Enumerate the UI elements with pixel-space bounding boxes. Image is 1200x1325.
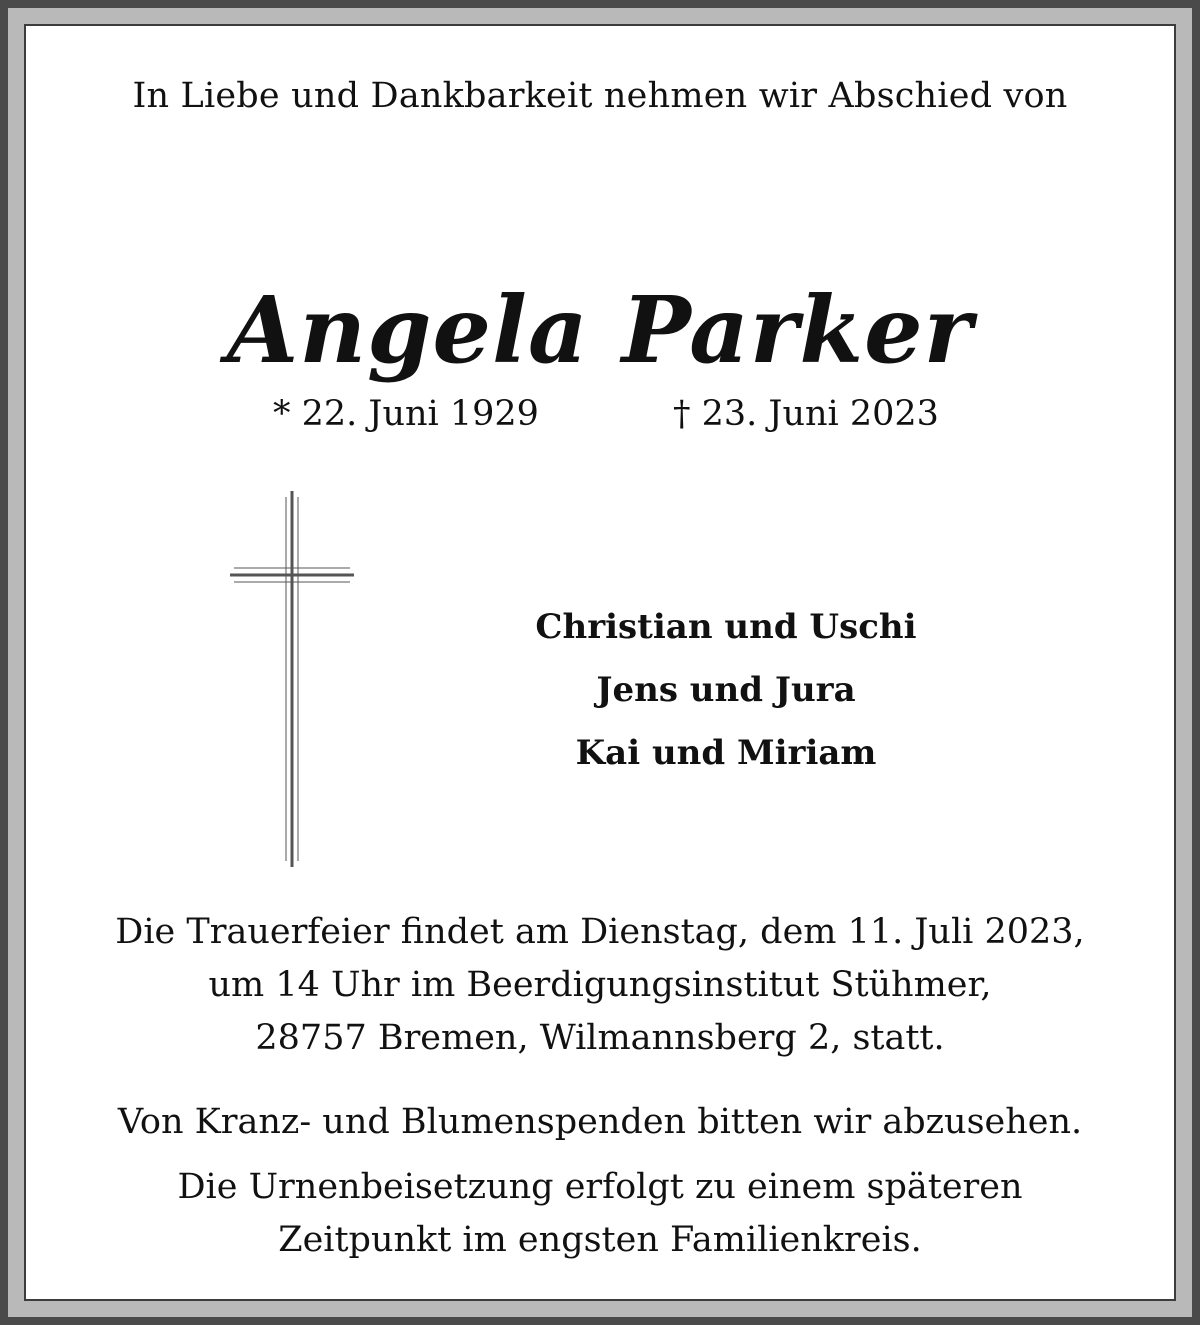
family-member: Christian und Uschi [535,607,917,647]
family-member: Kai und Miriam [575,733,877,773]
death-date: † 23. Juni 2023 [673,394,939,434]
ceremony-line: um 14 Uhr im Beerdigungsinstitut Stühmer, [208,965,992,1005]
birth-date: * 22. Juni 1929 [273,394,539,434]
urn-burial-info [26,1161,1174,1267]
urn-line: Zeitpunkt im engsten Familienkreis. [278,1220,922,1260]
deceased-name: Angela Parker [226,276,974,384]
flowers-line: Von Kranz- und Blumenspenden bitten wir abzusehen. [117,1102,1083,1142]
cross-icon [230,491,354,867]
urn-line: Die Urnenbeisetzung erfolgt zu einem späteren [177,1167,1023,1207]
ceremony-info [26,906,1174,1065]
family-list [466,596,986,785]
family-member: Jens und Jura [596,670,856,710]
flowers-request [26,1096,1174,1149]
intro-text: In Liebe und Dankbarkeit nehmen wir Abschied von [132,76,1068,116]
gray-border [8,8,1192,1317]
obituary-notice [26,26,1174,1299]
inner-border-line [24,24,1176,1301]
ceremony-line: 28757 Bremen, Wilmannsberg 2, statt. [255,1018,945,1058]
life-dates [26,394,1174,438]
ceremony-line: Die Trauerfeier findet am Dienstag, dem 11. Juli 2023, [115,912,1085,952]
